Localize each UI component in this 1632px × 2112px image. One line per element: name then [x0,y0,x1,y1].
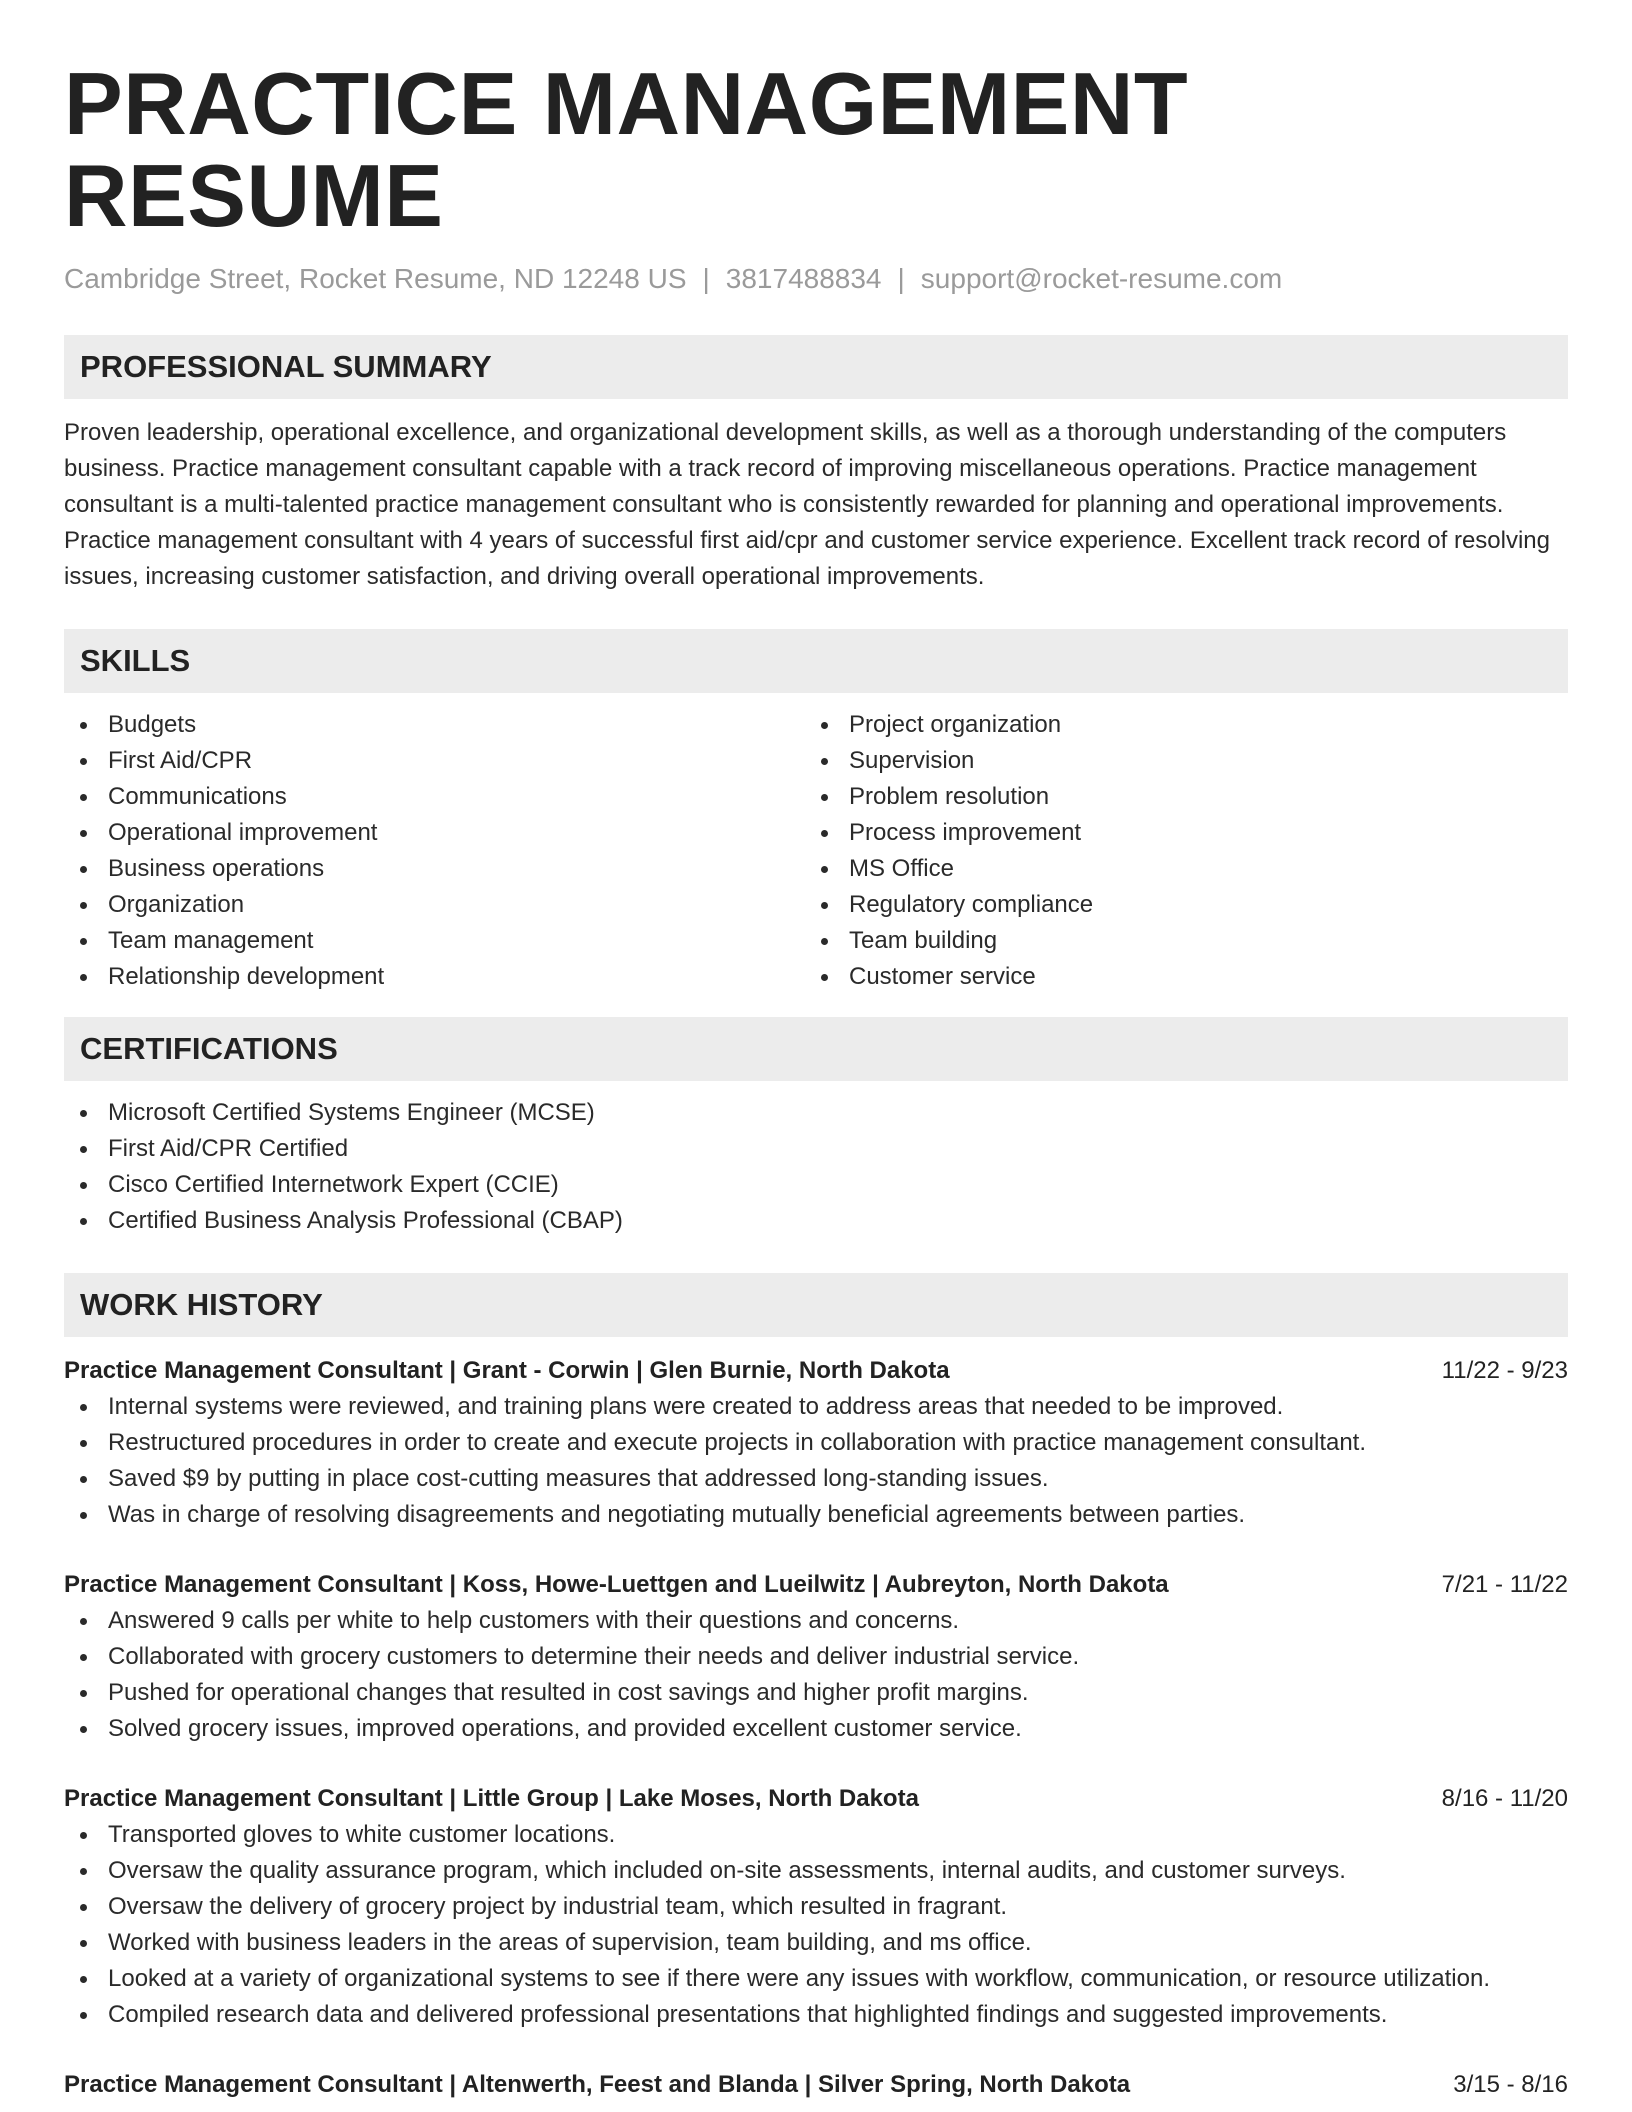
certifications-list [64,1095,1568,1239]
job-dates: 11/22 - 9/23 [1441,1357,1568,1384]
job-bullet: Was in charge of resolving disagreements and negotiating mutually beneficial agreements between parties. [64,1497,1568,1533]
skill-item: Regulatory compliance [805,887,1546,923]
resume-page [64,0,1568,2103]
skill-item: Problem resolution [805,779,1546,815]
contact-separator: | [897,263,905,294]
certification-item: First Aid/CPR Certified [64,1131,1568,1167]
skills-columns [64,707,1568,995]
section-heading-summary: PROFESSIONAL SUMMARY [64,335,1568,399]
contact-email: support@rocket-resume.com [920,263,1283,294]
job-bullet: Restructured procedures in order to create and execute projects in collaboration with practice management consultant. [64,1425,1568,1461]
job-bullet: Worked with business leaders in the areas of supervision, team building, and ms office. [64,1925,1568,1961]
job-entry [64,1781,1568,2033]
certification-item: Microsoft Certified Systems Engineer (MCSE) [64,1095,1568,1131]
job-bullet: Answered 9 calls per white to help customers with their questions and concerns. [64,1603,1568,1639]
skill-item: Process improvement [805,815,1546,851]
skill-item: Communications [64,779,805,815]
skill-item: Supervision [805,743,1546,779]
job-title: Practice Management Consultant | Little Group | Lake Moses, North Dakota [64,1785,919,1812]
job-title: Practice Management Consultant | Koss, Howe-Luettgen and Lueilwitz | Aubreyton, North Dakota [64,1571,1169,1598]
skill-item: Operational improvement [64,815,805,851]
job-dates: 7/21 - 11/22 [1441,1571,1568,1598]
job-bullet-list [64,1389,1568,1533]
job-bullet: Internal systems were reviewed, and training plans were created to address areas that needed to be improved. [64,1389,1568,1425]
section-heading-work-history: WORK HISTORY [64,1273,1568,1337]
job-bullet: Looked at a variety of organizational systems to see if there were any issues with workflow, communication, or resource utilization. [64,1961,1568,1997]
skill-item: Business operations [64,851,805,887]
section-heading-skills: SKILLS [64,629,1568,693]
certification-item: Cisco Certified Internetwork Expert (CCIE) [64,1167,1568,1203]
skill-item: Team building [805,923,1546,959]
skills-list-left [64,707,805,995]
skill-item: First Aid/CPR [64,743,805,779]
skill-item: MS Office [805,851,1546,887]
skill-item: Project organization [805,707,1546,743]
job-dates: 3/15 - 8/16 [1453,2071,1568,2098]
job-bullet-list [64,1817,1568,2033]
resume-title: PRACTICE MANAGEMENT RESUME [64,54,1189,245]
skill-item: Team management [64,923,805,959]
skill-item: Relationship development [64,959,805,995]
job-bullet: Transported gloves to white customer locations. [64,1817,1568,1853]
contact-phone: 3817488834 [725,263,882,294]
skills-list-right [805,707,1546,995]
section-heading-certifications: CERTIFICATIONS [64,1017,1568,1081]
job-bullet: Compiled research data and delivered professional presentations that highlighted findings and suggested improvements. [64,1997,1568,2033]
job-bullet: Collaborated with grocery customers to determine their needs and deliver industrial service. [64,1639,1568,1675]
job-entry [64,2067,1568,2103]
job-title: Practice Management Consultant | Altenwerth, Feest and Blanda | Silver Spring, North Dakota [64,2071,1131,2098]
job-header [64,1567,1568,1603]
job-bullet: Saved $9 by putting in place cost-cutting measures that addressed long-standing issues. [64,1461,1568,1497]
job-header [64,2067,1568,2103]
job-bullet: Oversaw the delivery of grocery project by industrial team, which resulted in fragrant. [64,1889,1568,1925]
summary-text: Proven leadership, operational excellence, and organizational development skills, as well as a thorough understanding of the computers business. Practice management consultant capable with a track record of improving miscellaneous operations. Practice management consultant is a multi-talented practice management consultant who is consistently rewarded for planning and operational improvements. Practice management consultant with 4 years of successful first aid/cpr and customer service experience. Excellent track record of resolving issues, increasing customer satisfaction, and driving overall operational improvements. [64,419,1550,590]
job-title: Practice Management Consultant | Grant - Corwin | Glen Burnie, North Dakota [64,1357,950,1384]
job-dates: 8/16 - 11/20 [1441,1785,1568,1812]
skill-item: Budgets [64,707,805,743]
skill-item: Organization [64,887,805,923]
job-bullet: Oversaw the quality assurance program, which included on-site assessments, internal audits, and customer surveys. [64,1853,1568,1889]
contact-address: Cambridge Street, Rocket Resume, ND 12248 US [64,263,687,294]
contact-line [64,262,1568,296]
job-header [64,1353,1568,1389]
skill-item: Customer service [805,959,1546,995]
job-entry [64,1353,1568,1533]
job-bullet-list [64,1603,1568,1747]
job-bullet: Solved grocery issues, improved operations, and provided excellent customer service. [64,1711,1568,1747]
job-bullet: Pushed for operational changes that resulted in cost savings and higher profit margins. [64,1675,1568,1711]
job-entry [64,1567,1568,1747]
contact-separator: | [702,263,710,294]
job-header [64,1781,1568,1817]
certification-item: Certified Business Analysis Professional (CBAP) [64,1203,1568,1239]
